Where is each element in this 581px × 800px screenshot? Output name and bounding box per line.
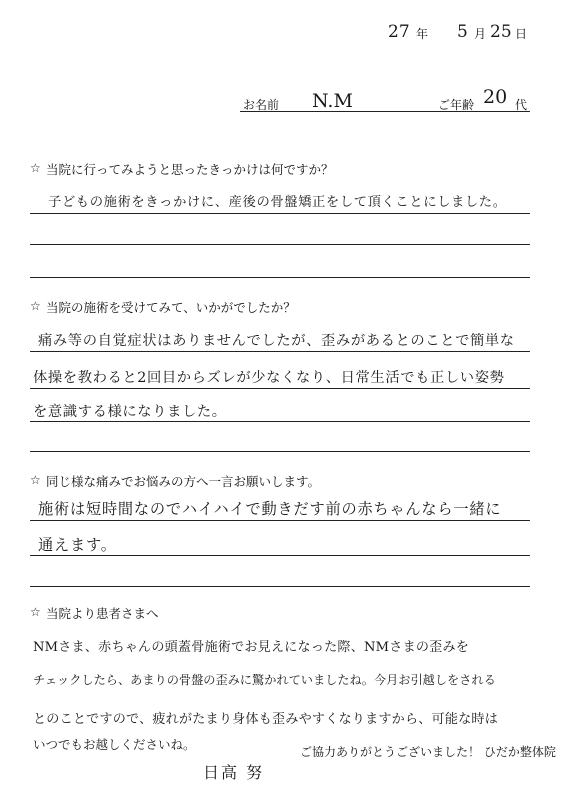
name-value: N.M (312, 90, 353, 112)
answer-rule (30, 421, 530, 422)
message-line: NMさま、赤ちゃんの頭蓋骨施術でお見えになった際、NMさまの歪みを (33, 640, 470, 655)
question-title: 同じ様な痛みでお悩みの方へ一言お願いします。 (46, 474, 321, 489)
name-underline (240, 111, 530, 112)
answer-rule (30, 351, 530, 352)
question-title: 当院に行ってみようと思ったきっかけは何ですか？ (46, 162, 334, 177)
footer-thanks: ご協力ありがとうございました！ ひだか整体院 (300, 745, 556, 759)
answer-rule (30, 213, 530, 214)
message-line: チェックしたら、あまりの骨盤の歪みに驚かれていましたね。今月お引越しをされる (33, 673, 496, 687)
answer-rule (30, 555, 530, 556)
star-icon: ☆ (30, 161, 41, 175)
date-year-unit: 年 (416, 27, 429, 41)
date-day-unit: 日 (515, 27, 528, 41)
date-year: 27 (388, 22, 410, 42)
question-title: 当院の施術を受けてみて、いかがでしたか？ (46, 300, 296, 315)
date-month: 5 (457, 22, 468, 42)
date-day: 25 (490, 22, 512, 42)
answer-line: 痛み等の自覚症状はありませんでしたが、歪みがあるとのことで簡単な (38, 333, 515, 349)
message-heading: 当院より患者さまへ (46, 606, 159, 621)
age-value: 20 (483, 86, 508, 108)
answer-rule (30, 244, 530, 245)
message-line: いつでもお越しくださいね。 (33, 737, 196, 752)
name-label: お名前 (243, 98, 280, 112)
answer-rule (30, 451, 530, 452)
answer-rule (30, 586, 530, 587)
answer-line: 通えます。 (38, 536, 117, 554)
answer-rule (30, 388, 530, 389)
signature: 日高 努 (203, 763, 265, 782)
star-icon: ☆ (30, 605, 41, 619)
answer-line: 子どもの施術をきっかけに、産後の骨盤矯正をして頂くことにしました。 (48, 195, 507, 210)
answer-rule (30, 520, 530, 521)
answer-line: を意識する様になりました。 (33, 404, 227, 420)
answer-line: 体操を教わると2回目からズレが少なくなり、日常生活でも正しい姿勢 (33, 370, 505, 386)
message-line: とのことですので、疲れがたまり身体も歪みやすくなりますから、可能な時は (33, 712, 499, 727)
star-icon: ☆ (30, 473, 41, 487)
age-label: ご年齢 (438, 98, 475, 112)
star-icon: ☆ (30, 299, 41, 313)
answer-line: 施術は短時間なのでハイハイで動きだす前の赤ちゃんなら一緒に (38, 500, 502, 518)
date-month-unit: 月 (474, 27, 487, 41)
answer-rule (30, 277, 530, 278)
age-unit: 代 (515, 98, 528, 112)
